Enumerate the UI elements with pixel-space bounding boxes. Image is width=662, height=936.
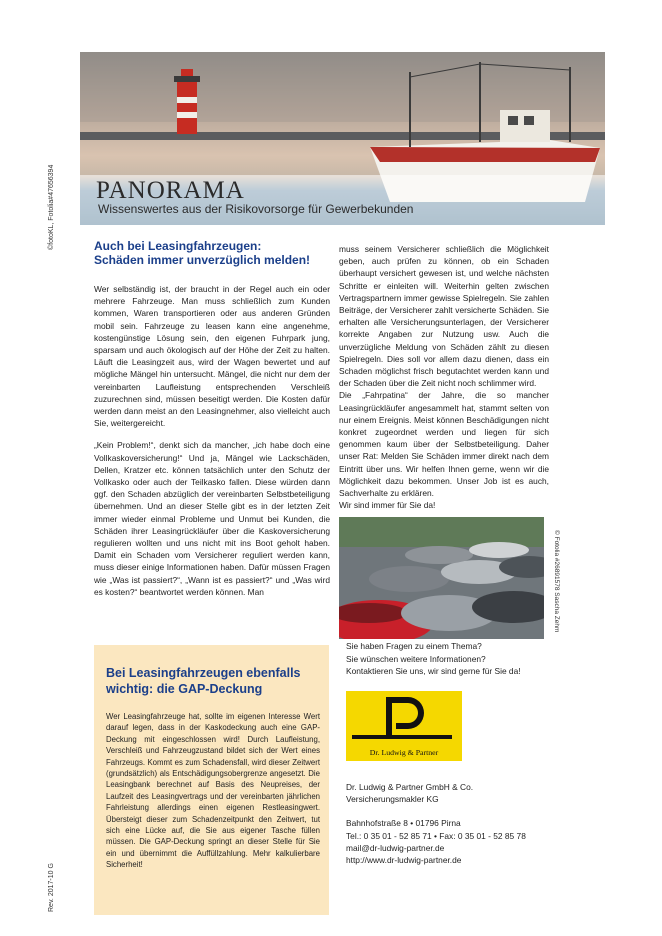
article-paragraph: „Kein Problem!“, denkt sich da mancher, „ich habe doch eine Vollkaskoversicherung!“ Und ja, Mängel wie Lackschäden, Dellen, Kratzer etc. können tatsächlich unter den Schutz der Vollkasko oder auch der Teilkasko fallen. Diese würden dann ggf. den Schaden abzüglich der vereinbarten Selbstbeteiligung übernehmen. Und an dieser Stelle gibt es in der letzten Zeit immer wieder einmal Probleme und Unmut bei Kunden, die Schäden ihrer Leasingrückläufer über die Kaskoversicherung regulieren wollten und uns nicht mit ins Boot geholt haben. Damit ein Schaden vom Versicherer reguliert werden kann, muss dieser einige Informationen haben. Dafür müssen Fragen wie „Was ist passiert?“, „Wann ist es passiert?“ und „Was wird es kosten?“ beantwortet werden können. Man [94,440,330,597]
gap-info-box [94,645,329,915]
phone-fax: Tel.: 0 35 01 - 52 85 71 • Fax: 0 35 01 - 52 85 78 [346,830,526,841]
street: Bahnhofstraße 8 • 01796 Pirna [346,818,461,829]
gap-box-title: Bei Leasingfahrzeugen ebenfalls wichtig: die GAP-Deckung [106,666,301,696]
company-name: Dr. Ludwig & Partner GmbH & Co. [346,782,474,792]
contact-questions: Sie haben Fragen zu einem Thema? Sie wünschen weitere Informationen? Kontaktieren Sie uns, wir sind gerne für Sie da! [346,641,521,676]
company-name-2: Versicherungsmakler KG [346,794,439,805]
company-logo [346,691,462,761]
contact-address [346,781,526,866]
article-closing: Wir sind immer für Sie da! [339,500,436,511]
email-link[interactable]: mail@dr-ludwig-partner.de [346,842,445,853]
logo-label: Dr. Ludwig & Partner [369,748,439,757]
header-subtitle: Wissenswertes aus der Risikovorsorge für Gewerbekunden [98,202,414,216]
article-paragraph: Wer selbständig ist, der braucht in der Regel auch ein oder mehrere Fahrzeuge. Man muss schließlich zum Kunden kommen, Waren transportieren oder aus anderen Gründen mobil sein. Fahrzeuge zu leasen kann eine angenehme, kostengünstige Lösung sein, den eigenen Fuhrpark jung, sparsam und auch ökologisch auf der Höhe der Zeit zu halten. Läuft die Leasingzeit aus, wird der Wagen bewertet und auf mögliche Mängel hin untersucht. Mängel, die nicht nur dem der vereinbarten Laufleistung entsprechenden Verschleiß zuzurechnen sind, müssen beseitigt werden. Die Kosten dafür werden dann meist an den Leasingnehmer, also vielleicht auch Sie, weitergereicht. [94,284,330,429]
header-photo-credit: ©fotoKL, Fotolia#47656394 [48,164,55,250]
article-column-left [94,283,330,608]
car-parking-photo [339,517,544,639]
revision-label: Rev. 2017-10 G [48,863,55,912]
article-paragraph: muss seinem Versicherer schließlich die Möglichkeit geben, auch prüfen zu können, ob ein Schaden überhaupt versichert gewesen ist, und welche nächsten Schritte er einleiten will. Weiterhin gelten zwischen Vertragspartnern immer gewisse Spielregeln. Sie zahlen Beiträge, der Versicherer zahlt versicherte Schäden. Sie erhalten alle Versicherungsunterlagen, der Versicherer korrekte Angaben zur Nutzung usw. Auch die unverzügliche Meldung von Schäden zählt zu diesen Spielregeln. Dies soll vor allem dazu dienen, dass ein Schaden möglichst frisch begutachtet werden kann und der Schaden über die Zeit nicht noch schlimmer wird. [339,244,549,389]
website-link[interactable]: http://www.dr-ludwig-partner.de [346,855,462,866]
header-title: PANORAMA [96,177,245,204]
article-title: Auch bei Leasingfahrzeugen: Schäden immer unverzüglich melden! [94,239,311,267]
car-photo-credit: © Fotolia #26891578 Sascha Zehm [553,530,560,633]
article-paragraph: Die „Fahrpatina“ der Jahre, die so mancher Leasingrückläufer angesammelt hat, stammt selten von nur einem Ereignis. Meist können Beschädigungen nicht konkret zugeordnet werden und liegen für sich genommen kaum über der Selbstbeteiligung. Daher unser Rat: Melden Sie Schäden immer direkt nach dem Eintritt über uns. Wir helfen Ihnen gerne, wenn wir die Möglichkeit dazu bekommen. Unser Job ist es auch, Sachverhalte zu erklären. [339,390,549,499]
header-banner [86,175,605,223]
article-column-right [339,243,549,511]
gap-box-text: Wer Leasingfahrzeuge hat, sollte im eigenen Interesse Wert darauf legen, dass in der Kaskodeckung auch eine GAP-Deckung mit eingeschlossen wird! Durch Laufleistung, Verschleiß und Fahrzeugzustand bildet sich der Wert eines Fahrzeugs. Kommt es zum Schadensfall, wird dieser Zeitwert (grundsätzlich) als Entschädigungsobergrenze angesetzt. Die Leasingbank berechnet auf Basis des Neupreises, der Laufzeit des Leasingvertrags und der vereinbarten jährlichen Fahrleistung allerdings einen eigenen Restleasingwert. Übersteigt dieser zum Schadenzeitpunkt den Zeitwert, tut sich eine Lücke auf, die Sie aus eigener Tasche füllen müssen. Die GAP-Deckung springt an dieser Stelle für Sie ein und übernimmt die Auffüllzahlung. Mehr kalkulierbare Sicherheit! [106,712,320,870]
